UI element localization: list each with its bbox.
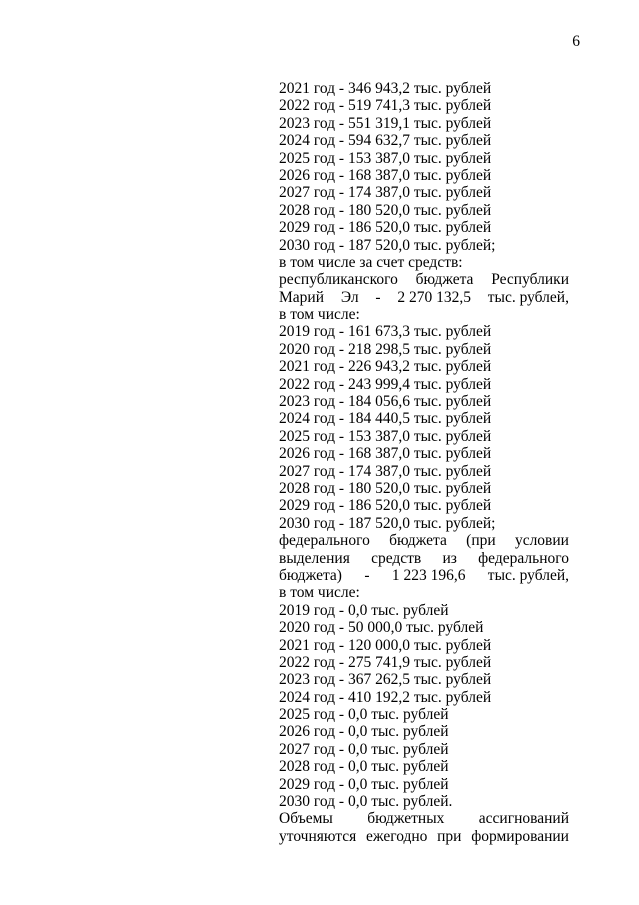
word: тыс. рублей,	[487, 288, 569, 306]
list-item: 2021 год - 346 943,2 тыс. рублей	[279, 80, 492, 97]
list-item: 2022 год - 519 741,3 тыс. рублей	[279, 97, 492, 115]
list-item: 2023 год - 184 056,6 тыс. рублей	[279, 393, 492, 411]
word: федерального	[279, 532, 370, 550]
word: (при	[466, 532, 496, 550]
justified-line	[279, 550, 569, 567]
word: 2 270 132,5	[397, 288, 471, 306]
document-body	[279, 80, 569, 845]
justified-line	[279, 271, 569, 288]
word: формировании	[471, 827, 569, 845]
word: бюджета)	[279, 566, 342, 584]
list-item: 2021 год - 120 000,0 тыс. рублей	[279, 636, 492, 654]
list-item: 2019 год - 0,0 тыс. рублей	[279, 601, 449, 619]
list-item: 2029 год - 186 520,0 тыс. рублей	[279, 497, 492, 515]
justified-line	[279, 289, 569, 306]
word: из	[442, 549, 457, 567]
word: ежегодно	[365, 827, 428, 845]
word: бюджетных	[367, 810, 445, 828]
list-item: 2028 год - 180 520,0 тыс. рублей	[279, 201, 492, 219]
word: условии	[514, 532, 569, 550]
word: Марий	[279, 288, 325, 306]
word: федерального	[478, 549, 569, 567]
funding-by-year-list	[279, 80, 569, 271]
republic-budget-paragraph	[279, 271, 569, 323]
list-item: 2026 год - 168 387,0 тыс. рублей	[279, 445, 492, 463]
list-item: 2025 год - 0,0 тыс. рублей	[279, 706, 449, 724]
word: бюджета	[415, 271, 474, 289]
word: бюджета	[389, 532, 447, 550]
word: средств	[371, 549, 422, 567]
list-item: 2028 год - 180 520,0 тыс. рублей	[279, 479, 492, 497]
list-item: 2019 год - 161 673,3 тыс. рублей	[279, 323, 492, 341]
word: при	[437, 827, 462, 845]
list-item: 2022 год - 275 741,9 тыс. рублей	[279, 653, 492, 671]
list-item: 2030 год - 187 520,0 тыс. рублей;	[279, 236, 496, 254]
word: республиканского	[279, 271, 398, 289]
word: 1 223 196,6	[391, 566, 466, 584]
list-item: 2025 год - 153 387,0 тыс. рублей	[279, 149, 492, 167]
list-item: 2027 год - 0,0 тыс. рублей	[279, 740, 449, 758]
list-item: 2024 год - 594 632,7 тыс. рублей	[279, 132, 492, 150]
list-item: 2024 год - 184 440,5 тыс. рублей	[279, 410, 492, 428]
list-item: 2029 год - 0,0 тыс. рублей	[279, 775, 449, 793]
list-item: 2020 год - 50 000,0 тыс. рублей	[279, 619, 484, 637]
list-item: 2026 год - 0,0 тыс. рублей	[279, 723, 449, 741]
word: Республики	[491, 271, 569, 289]
word: уточняются	[279, 827, 357, 845]
list-item: 2030 год - 0,0 тыс. рублей.	[279, 793, 453, 811]
justified-line	[279, 828, 569, 845]
federal-budget-by-year-list	[279, 602, 569, 811]
paragraph-line: в том числе:	[279, 584, 360, 602]
word: тыс. рублей,	[487, 566, 569, 584]
word: -	[364, 566, 370, 584]
list-item: 2029 год - 186 520,0 тыс. рублей	[279, 219, 492, 237]
word: -	[375, 288, 381, 306]
list-item: 2027 год - 174 387,0 тыс. рублей	[279, 462, 492, 480]
list-item: 2020 год - 218 298,5 тыс. рублей	[279, 340, 492, 358]
justified-line	[279, 532, 569, 549]
list-item: 2025 год - 153 387,0 тыс. рублей	[279, 427, 492, 445]
list-item: 2024 год - 410 192,2 тыс. рублей	[279, 688, 492, 706]
list-item: 2030 год - 187 520,0 тыс. рублей;	[279, 514, 496, 532]
word: выделения	[279, 549, 350, 567]
justified-line	[279, 810, 569, 827]
paragraph-line: в том числе:	[279, 306, 360, 324]
page-number: 6	[572, 33, 580, 50]
word: Объемы	[279, 810, 333, 828]
word: Эл	[340, 288, 359, 306]
list-item: 2023 год - 367 262,5 тыс. рублей	[279, 671, 492, 689]
list-item: 2022 год - 243 999,4 тыс. рублей	[279, 375, 492, 393]
list-item: 2021 год - 226 943,2 тыс. рублей	[279, 358, 492, 376]
republic-budget-by-year-list	[279, 323, 569, 532]
list-item: 2026 год - 168 387,0 тыс. рублей	[279, 166, 492, 184]
word: ассигнований	[478, 810, 569, 828]
list-item: 2023 год - 551 319,1 тыс. рублей	[279, 114, 492, 132]
list-item: в том числе за счет средств:	[279, 253, 463, 271]
list-item: 2028 год - 0,0 тыс. рублей	[279, 758, 449, 776]
federal-budget-paragraph	[279, 532, 569, 602]
closing-paragraph	[279, 810, 569, 845]
list-item: 2027 год - 174 387,0 тыс. рублей	[279, 184, 492, 202]
justified-line	[279, 567, 569, 584]
